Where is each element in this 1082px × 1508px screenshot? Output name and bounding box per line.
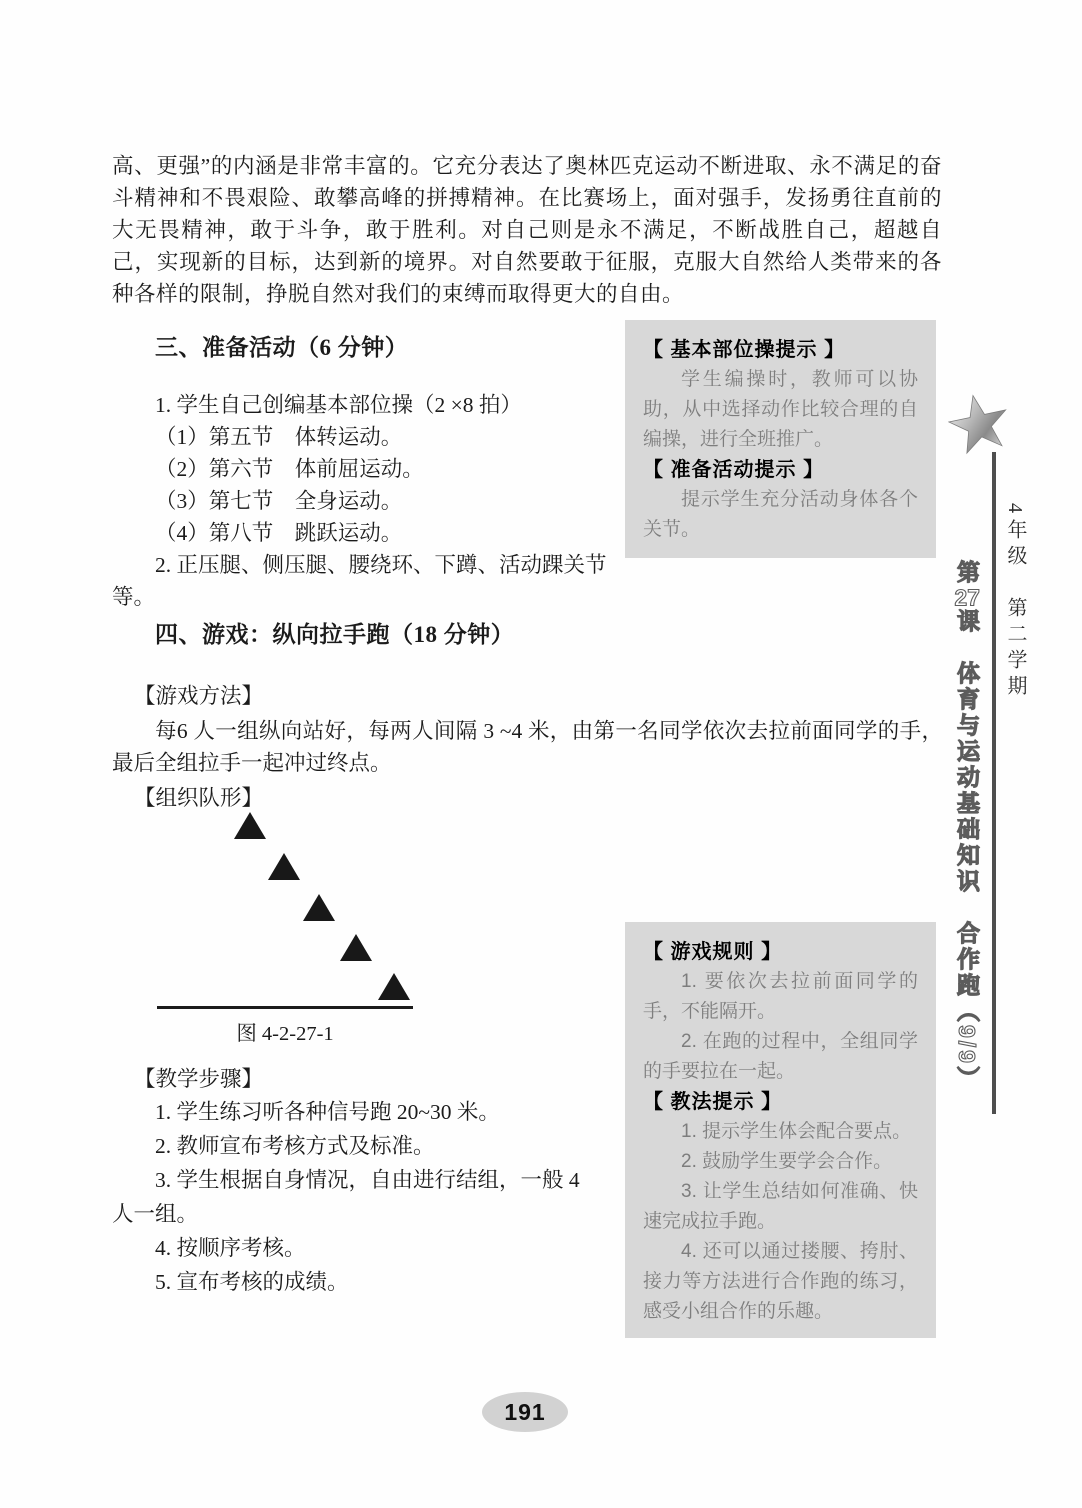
formation-triangle [268,853,300,880]
spine-lesson-number: 27 [954,586,980,609]
spine-rule [992,452,996,1114]
tip-item: 4. 还可以通过搂腰、挎肘、接力等方法进行合作跑的练习，感受小组合作的乐趣。 [643,1241,918,1322]
tip-box-bottom [625,922,936,1338]
figure-caption: 图 4-2-27-1 [236,1023,334,1045]
intro-paragraph: 高、更强”的内涵是非常丰富的。它充分表达了奥林匹克运动不断进取、永不满足的奋斗精神和不畏艰险、敢攀高峰的拼搏精神。在比赛场上，面对强手，发扬勇往直前的大无畏精神，敢于斗争，敢于胜利。对自己则是永不满足，不断战胜自己，超越自己，实现新的目标，达到新的境界。对自然要敢于征服，克服大自然给人类带来的各种各样的限制，挣脱自然对我们的束缚而取得更大的自由。 [112,154,942,306]
tip-title: 【 教法提示 】 [643,1091,783,1113]
section-game-title: 四、游戏：纵向拉手跑（18 分钟） [155,622,515,647]
tip-body: 学生编操时，教师可以协助，从中选择动作比较合理的自编操，进行全班推广。 [643,369,918,450]
spine-lesson-rest: 课 体育与运动基础知识 合作跑（9/9） [954,609,980,1092]
tip-item: 2. 在跑的过程中，全组同学的手要拉在一起。 [643,1031,918,1082]
tip-item: 1. 要依次去拉前面同学的手，不能隔开。 [643,971,918,1022]
game-method-label: 【游戏方法】 [134,684,264,708]
tip-box-top [625,320,936,558]
teaching-step: 3. 学生根据自身情况，自由进行结组，一般 4 人一组。 [112,1168,580,1226]
tip-body: 提示学生充分活动身体各个关节。 [643,489,918,540]
warmup-subitem: （1）第五节 体转运动。 [155,425,403,449]
game-method-text: 每6 人一组纵向站好，每两人间隔 3 ~4 米，由第一名同学依次去拉前面同学的手，最后全组拉手一起冲过终点。 [112,719,943,775]
section-warmup [112,333,612,613]
teaching-steps-label: 【教学步骤】 [134,1067,264,1091]
spine-grade-text: 4年级 第二学期 [1004,503,1026,701]
formation-triangle [303,894,335,921]
teaching-step: 2. 教师宣布考核方式及标准。 [155,1134,435,1158]
teaching-step: 4. 按顺序考核。 [155,1236,306,1260]
section-game [112,620,943,814]
warmup-item: 1. 学生自己创编基本部位操（2 ×8 拍） [155,393,522,417]
spine-lesson-text [951,560,984,1092]
warmup-subitem: （4）第八节 跳跃运动。 [155,521,403,545]
teaching-steps [112,1063,602,1299]
teaching-step: 5. 宣布考核的成绩。 [155,1270,349,1294]
spine-lesson-prefix: 第 [954,560,980,586]
warmup-subitem: （3）第七节 全身运动。 [155,489,403,513]
tip-item: 1. 提示学生体会配合要点。 [681,1121,912,1142]
formation-label: 【组织队形】 [134,786,264,810]
tip-title: 【 准备活动提示 】 [643,459,825,481]
warmup-subitem: （2）第六节 体前屈运动。 [155,457,424,481]
teaching-step: 1. 学生练习听各种信号跑 20~30 米。 [155,1100,500,1124]
star-icon [948,392,1010,456]
tip-item: 3. 让学生总结如何准确、快速完成拉手跑。 [643,1181,918,1232]
section-warmup-title: 三、准备活动（6 分钟） [155,335,409,360]
page-number-badge: 191 [482,1392,568,1432]
tip-item: 2. 鼓励学生要学会合作。 [681,1151,893,1172]
tip-title: 【 基本部位操提示 】 [643,339,846,361]
formation-triangle [378,973,410,1000]
finish-line [157,1006,413,1009]
tip-title: 【 游戏规则 】 [643,941,783,963]
formation-triangle [340,934,372,961]
formation-triangle [234,812,266,839]
warmup-item: 2. 正压腿、侧压腿、腰绕环、下蹲、活动踝关节等。 [112,553,607,609]
